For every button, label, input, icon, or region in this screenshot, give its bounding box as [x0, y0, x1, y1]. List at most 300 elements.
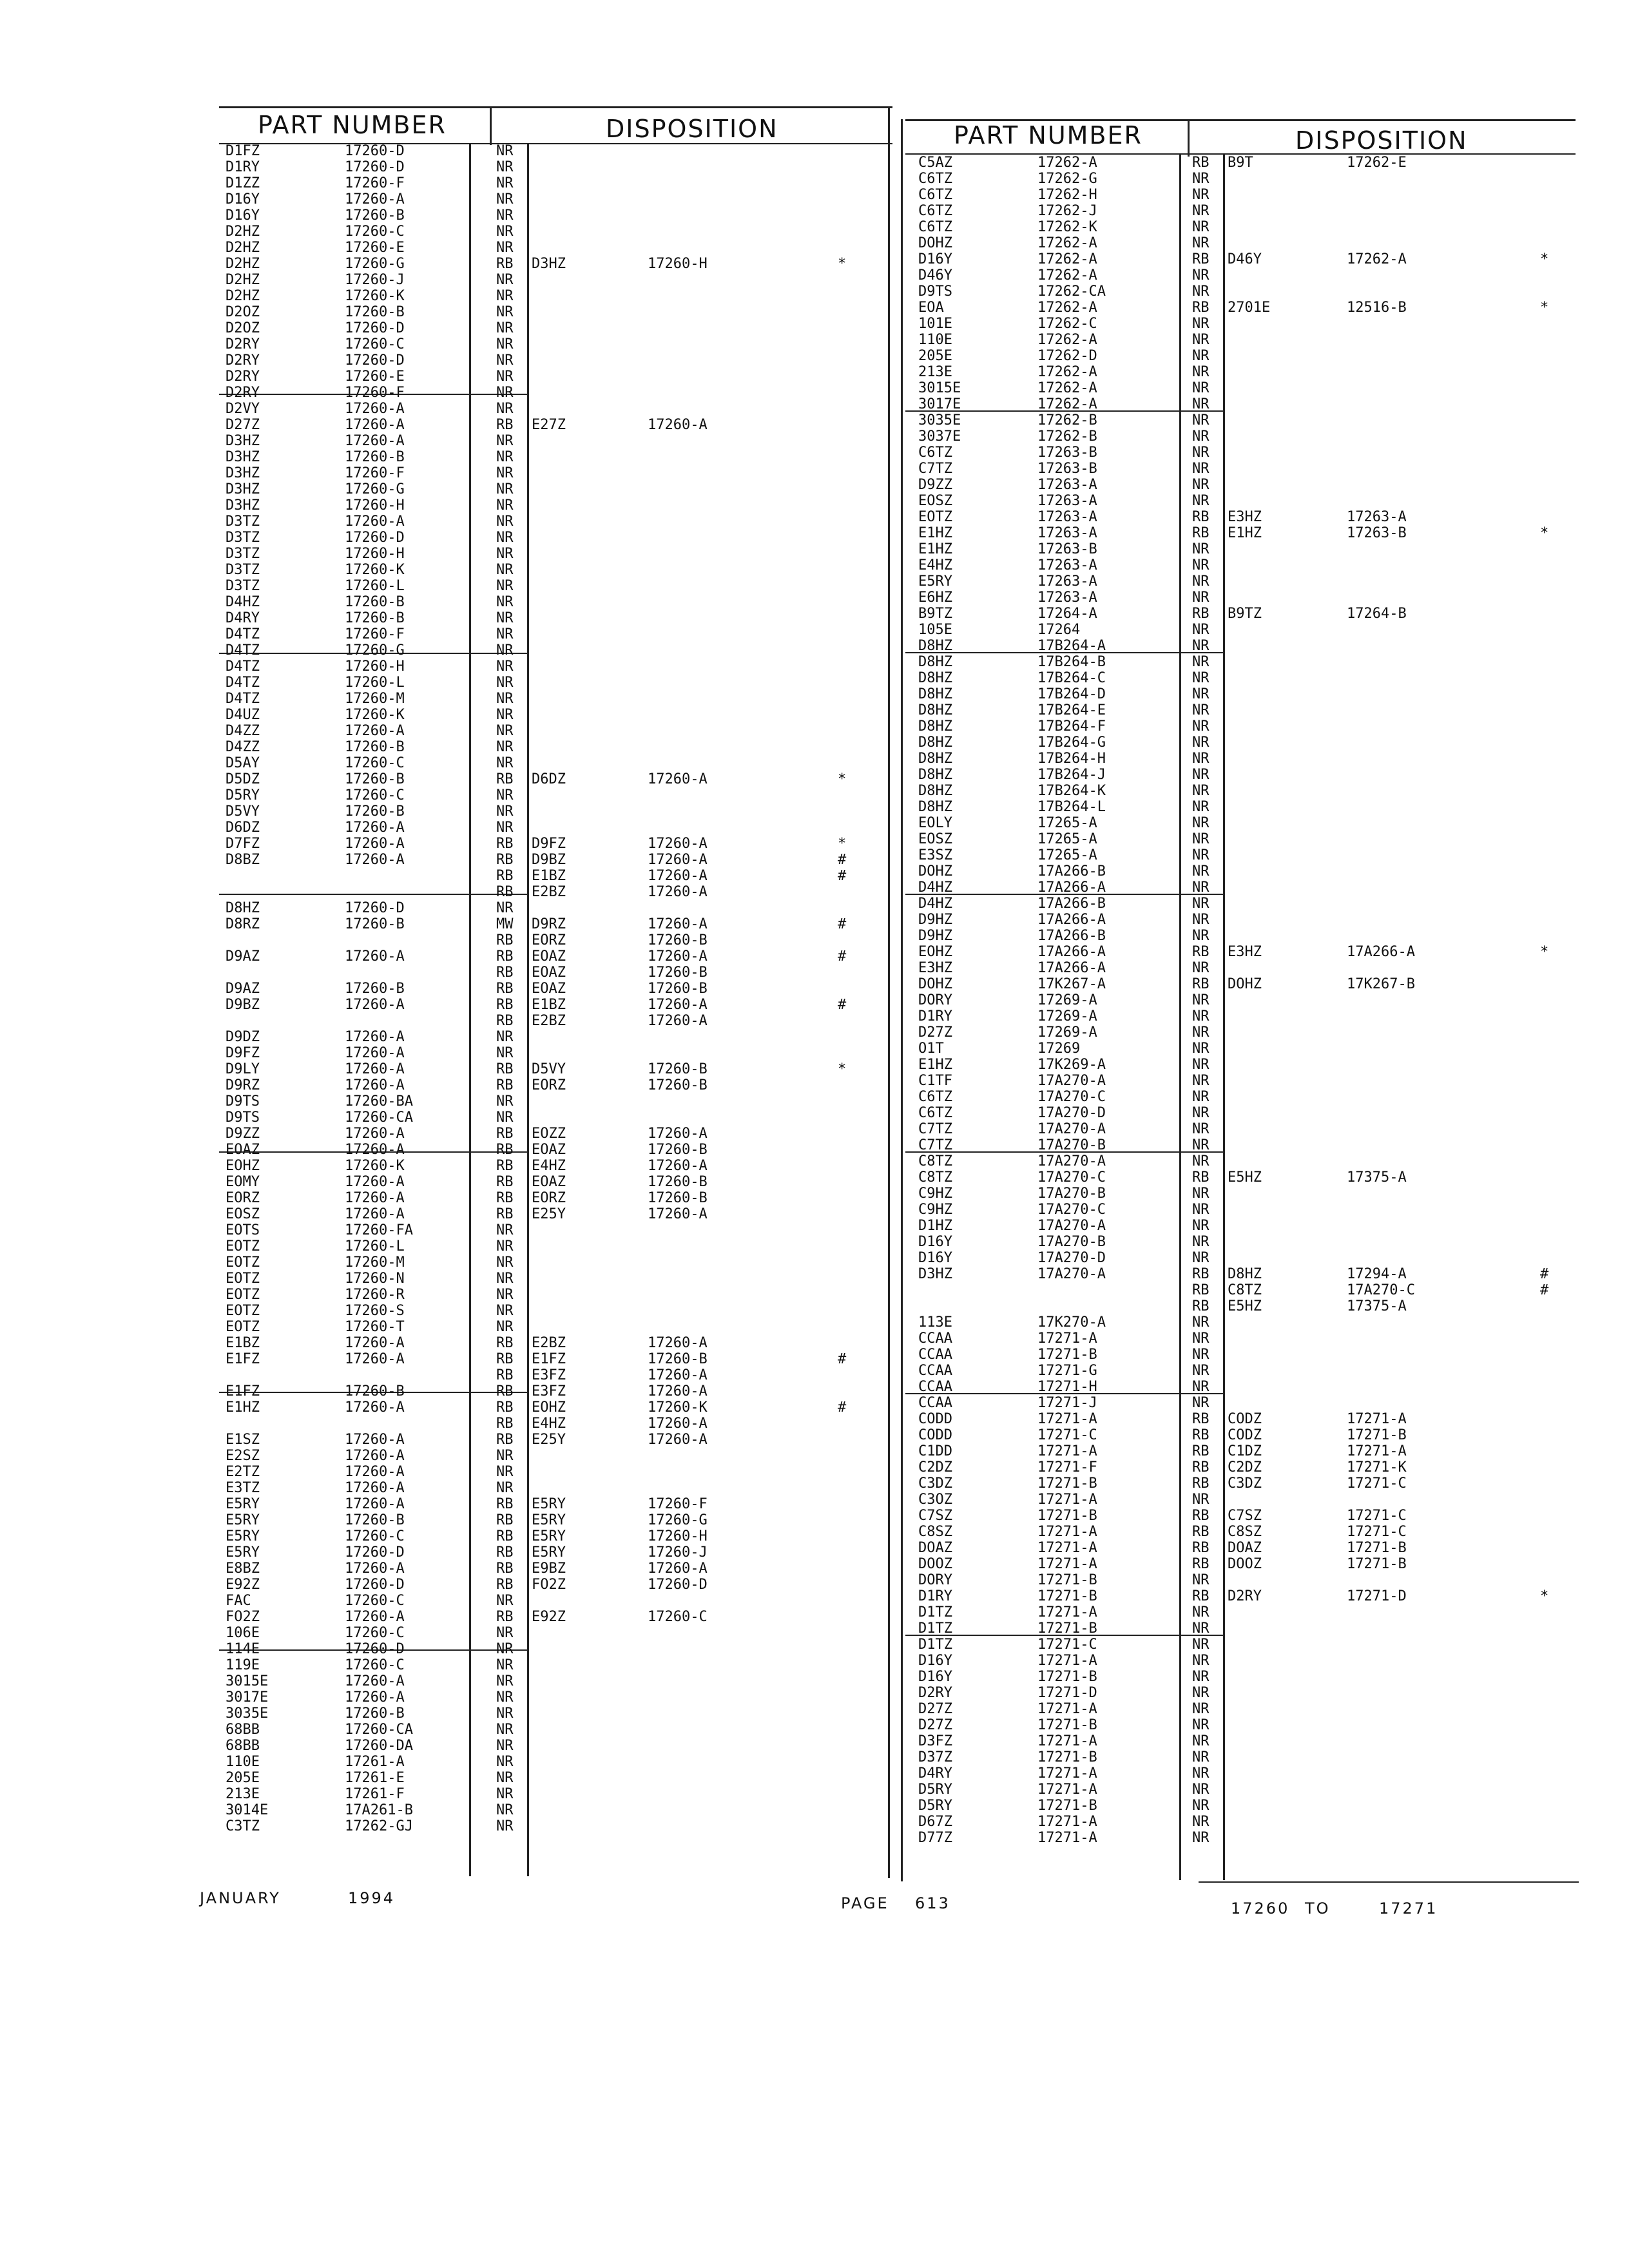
cell-code: 17260-A: [345, 191, 405, 207]
cell-part: D27Z: [918, 1717, 952, 1733]
cell-code: 17262-B: [1037, 428, 1097, 445]
cell-part: D4TZ: [226, 658, 260, 675]
cell-status: NR: [496, 336, 514, 352]
cell-part: D3TZ: [226, 514, 260, 530]
cell-code: 17260-C: [345, 1528, 405, 1544]
cell-newpart: E3FZ: [532, 1367, 566, 1383]
cell-code: 17260-K: [345, 1158, 405, 1174]
cell-code: 17271-A: [1037, 1443, 1097, 1459]
cell-code: 17B264-J: [1037, 767, 1106, 783]
cell-newcode: 17260-A: [648, 1158, 708, 1174]
cell-part: D8HZ: [918, 718, 952, 735]
cell-status: NR: [1192, 461, 1210, 477]
cell-part: 110E: [226, 1754, 260, 1770]
cell-part: D4HZ: [918, 896, 952, 912]
cell-status: NR: [496, 449, 514, 465]
cell-newpart: 2701E: [1228, 300, 1271, 316]
cell-code: 17263-A: [1037, 573, 1097, 590]
cell-part: C6TZ: [918, 445, 952, 461]
cell-status: RB: [1192, 1588, 1210, 1604]
cell-part: EOTZ: [226, 1271, 260, 1287]
cell-part: D37Z: [918, 1749, 952, 1765]
cell-part: 119E: [226, 1657, 260, 1673]
cell-status: NR: [496, 1271, 514, 1287]
cell-status: NR: [496, 1722, 514, 1738]
cell-part: C7TZ: [918, 1121, 952, 1137]
cell-mark: *: [1540, 251, 1549, 267]
cell-code: 17260-H: [345, 546, 405, 562]
footer-range-from: 17260: [1231, 1899, 1290, 1917]
cell-newcode: 17271-A: [1347, 1443, 1407, 1459]
cell-newpart: D8HZ: [1228, 1266, 1262, 1282]
cell-newpart: DOOZ: [1228, 1556, 1262, 1572]
cell-part: D1TZ: [918, 1604, 952, 1620]
cell-code: 17K267-A: [1037, 976, 1106, 992]
cell-part: DORY: [918, 992, 952, 1008]
cell-status: NR: [1192, 783, 1210, 799]
cell-code: 17260-CA: [345, 1722, 413, 1738]
cell-status: NR: [496, 1303, 514, 1319]
cell-code: 17260-D: [345, 352, 405, 369]
cell-part: D8HZ: [918, 767, 952, 783]
cell-code: 17271-C: [1037, 1427, 1097, 1443]
cell-code: 17262-CA: [1037, 284, 1106, 300]
cell-part: E1SZ: [226, 1432, 260, 1448]
cell-part: D2HZ: [226, 272, 260, 288]
cell-part: C5AZ: [918, 155, 952, 171]
cell-status: NR: [1192, 767, 1210, 783]
cell-mark: #: [838, 1399, 847, 1416]
cell-newpart: EOAZ: [532, 948, 566, 965]
cell-part: C6TZ: [918, 187, 952, 203]
cell-code: 17260-B: [345, 207, 405, 224]
cell-part: E3TZ: [226, 1480, 260, 1496]
cell-part: D77Z: [918, 1830, 952, 1846]
cell-code: 17271-B: [1037, 1620, 1097, 1637]
cell-code: 17260-L: [345, 578, 405, 594]
cell-code: 17A266-A: [1037, 879, 1106, 896]
cell-part: D9ZZ: [226, 1126, 260, 1142]
cell-code: 17262-B: [1037, 412, 1097, 428]
cell-part: E5RY: [226, 1544, 260, 1561]
cell-part: DOOZ: [918, 1556, 952, 1572]
cell-status: NR: [496, 675, 514, 691]
cell-code: 17269: [1037, 1041, 1081, 1057]
cell-status: NR: [496, 546, 514, 562]
cell-status: RB: [1192, 509, 1210, 525]
cell-status: NR: [496, 1110, 514, 1126]
cell-part: C3DZ: [918, 1475, 952, 1492]
cell-code: 17260-D: [345, 900, 405, 916]
cell-code: 17A266-B: [1037, 863, 1106, 879]
cell-code: 17271-A: [1037, 1492, 1097, 1508]
cell-newcode: 17260-B: [648, 1061, 708, 1077]
cell-newcode: 17260-B: [648, 1351, 708, 1367]
cell-status: NR: [1192, 702, 1210, 718]
cell-newpart: E3FZ: [532, 1383, 566, 1399]
cell-part: D8HZ: [918, 783, 952, 799]
cell-code: 17B264-A: [1037, 638, 1106, 654]
cell-newcode: 17260-B: [648, 932, 708, 948]
cell-part: E4HZ: [918, 557, 952, 573]
cell-code: 17B264-B: [1037, 654, 1106, 670]
cell-part: CCAA: [918, 1379, 952, 1395]
cell-newcode: 17294-A: [1347, 1266, 1407, 1282]
cell-status: NR: [1192, 1089, 1210, 1105]
cell-code: 17271-B: [1037, 1717, 1097, 1733]
cell-status: NR: [496, 530, 514, 546]
cell-status: NR: [1192, 1637, 1210, 1653]
cell-code: 17A270-B: [1037, 1186, 1106, 1202]
cell-newpart: D2RY: [1228, 1588, 1262, 1604]
cell-status: NR: [1192, 235, 1210, 251]
cell-code: 17A270-A: [1037, 1121, 1106, 1137]
cell-part: 3037E: [918, 428, 961, 445]
cell-part: D9LY: [226, 1061, 260, 1077]
cell-status: RB: [496, 1399, 514, 1416]
cell-newpart: E1BZ: [532, 997, 566, 1013]
cell-status: RB: [1192, 1459, 1210, 1475]
cell-status: NR: [1192, 1782, 1210, 1798]
footer-range-to: 17271: [1379, 1899, 1438, 1917]
cell-status: NR: [496, 514, 514, 530]
cell-newpart: EOAZ: [532, 1142, 566, 1158]
cell-newcode: 17260-A: [648, 997, 708, 1013]
cell-status: NR: [1192, 847, 1210, 863]
cell-code: 17262-H: [1037, 187, 1097, 203]
cell-status: NR: [496, 820, 514, 836]
cell-code: 17K270-A: [1037, 1314, 1106, 1331]
cell-part: EOTZ: [226, 1319, 260, 1335]
cell-part: C7TZ: [918, 461, 952, 477]
cell-status: NR: [496, 401, 514, 417]
cell-newcode: 17264-B: [1347, 606, 1407, 622]
cell-part: D2RY: [226, 369, 260, 385]
cell-part: 114E: [226, 1641, 260, 1657]
cell-part: EOHZ: [226, 1158, 260, 1174]
cell-status: NR: [496, 1464, 514, 1480]
cell-newcode: 17271-B: [1347, 1556, 1407, 1572]
cell-status: NR: [496, 1738, 514, 1754]
footer-range-to-label: TO: [1305, 1899, 1331, 1917]
cell-mark: #: [1540, 1282, 1549, 1298]
cell-status: NR: [1192, 348, 1210, 364]
cell-status: NR: [496, 578, 514, 594]
cell-code: 17A270-C: [1037, 1169, 1106, 1186]
cell-status: MW: [496, 916, 514, 932]
left-group-separator: [219, 894, 528, 895]
cell-status: NR: [496, 191, 514, 207]
cell-status: NR: [496, 465, 514, 481]
cell-part: D9AZ: [226, 981, 260, 997]
cell-status: NR: [496, 175, 514, 191]
cell-part: 3015E: [226, 1673, 269, 1689]
cell-newpart: EOAZ: [532, 981, 566, 997]
cell-status: NR: [496, 642, 514, 658]
cell-code: 17260-C: [345, 1657, 405, 1673]
cell-status: RB: [496, 965, 514, 981]
cell-part: EOTZ: [918, 509, 952, 525]
cell-status: NR: [1192, 1653, 1210, 1669]
cell-code: 17260-A: [345, 1335, 405, 1351]
cell-part: 110E: [918, 332, 952, 348]
cell-code: 17260-G: [345, 481, 405, 497]
cell-status: NR: [1192, 928, 1210, 944]
cell-status: RB: [496, 932, 514, 948]
cell-newcode: 17271-D: [1347, 1588, 1407, 1604]
cell-part: DOHZ: [918, 235, 952, 251]
cell-newcode: 17260-A: [648, 868, 708, 884]
cell-part: FO2Z: [226, 1609, 260, 1625]
cell-code: 17A266-A: [1037, 944, 1106, 960]
cell-part: D2HZ: [226, 256, 260, 272]
cell-part: C6TZ: [918, 203, 952, 219]
cell-status: NR: [1192, 879, 1210, 896]
cell-code: 17262-GJ: [345, 1818, 413, 1834]
cell-newcode: 17260-A: [648, 1432, 708, 1448]
cell-status: NR: [496, 1593, 514, 1609]
left-disposition-header: DISPOSITION: [606, 115, 778, 143]
cell-part: 68BB: [226, 1722, 260, 1738]
cell-status: NR: [496, 1754, 514, 1770]
cell-status: RB: [496, 884, 514, 900]
cell-code: 17260-E: [345, 240, 405, 256]
cell-newpart: E1FZ: [532, 1351, 566, 1367]
cell-code: 17B264-E: [1037, 702, 1106, 718]
cell-code: 17B264-K: [1037, 783, 1106, 799]
cell-part: 101E: [918, 316, 952, 332]
cell-code: 17262-A: [1037, 251, 1097, 267]
cell-newpart: D46Y: [1228, 251, 1262, 267]
cell-status: RB: [1192, 1169, 1210, 1186]
cell-status: NR: [496, 1480, 514, 1496]
cell-code: 17260-B: [345, 771, 405, 787]
cell-status: NR: [1192, 1073, 1210, 1089]
cell-status: RB: [496, 771, 514, 787]
cell-part: D1RY: [918, 1008, 952, 1024]
cell-status: NR: [1192, 1024, 1210, 1041]
cell-code: 17A270-A: [1037, 1218, 1106, 1234]
cell-code: 17260-D: [345, 159, 405, 175]
cell-code: 17B264-H: [1037, 751, 1106, 767]
cell-newcode: 17263-B: [1347, 525, 1407, 541]
cell-code: 17271-F: [1037, 1459, 1097, 1475]
cell-status: NR: [1192, 557, 1210, 573]
cell-status: NR: [1192, 863, 1210, 879]
cell-status: NR: [496, 1045, 514, 1061]
cell-status: NR: [1192, 1314, 1210, 1331]
cell-part: D1HZ: [918, 1218, 952, 1234]
cell-part: E1HZ: [226, 1399, 260, 1416]
cell-code: 17260-B: [345, 981, 405, 997]
cell-part: D5RY: [918, 1782, 952, 1798]
cell-part: C3TZ: [226, 1818, 260, 1834]
cell-part: D1RY: [226, 159, 260, 175]
cell-code: 17260-B: [345, 449, 405, 465]
cell-code: 17260-F: [345, 175, 405, 191]
cell-newpart: DOHZ: [1228, 976, 1262, 992]
cell-code: 17260-R: [345, 1287, 405, 1303]
cell-part: 68BB: [226, 1738, 260, 1754]
cell-status: RB: [496, 868, 514, 884]
cell-code: 17260-M: [345, 1254, 405, 1271]
cell-status: NR: [1192, 1041, 1210, 1057]
cell-part: D8HZ: [918, 799, 952, 815]
cell-code: 17260-B: [345, 594, 405, 610]
cell-status: RB: [1192, 944, 1210, 960]
cell-code: 17262-A: [1037, 267, 1097, 284]
cell-code: 17260-A: [345, 1351, 405, 1367]
cell-code: 17K269-A: [1037, 1057, 1106, 1073]
cell-part: EOHZ: [918, 944, 952, 960]
cell-part: D9TS: [226, 1093, 260, 1110]
cell-part: D4TZ: [226, 691, 260, 707]
cell-code: 17260-C: [345, 1625, 405, 1641]
cell-code: 17260-K: [345, 707, 405, 723]
cell-part: C1DD: [918, 1443, 952, 1459]
cell-status: RB: [1192, 1508, 1210, 1524]
cell-status: NR: [1192, 332, 1210, 348]
cell-status: NR: [496, 562, 514, 578]
cell-code: 17260-A: [345, 1190, 405, 1206]
cell-code: 17271-B: [1037, 1572, 1097, 1588]
cell-code: 17A270-A: [1037, 1153, 1106, 1169]
cell-status: RB: [1192, 525, 1210, 541]
cell-code: 17260-A: [345, 1480, 405, 1496]
cell-status: RB: [496, 1077, 514, 1093]
cell-status: RB: [496, 836, 514, 852]
cell-status: NR: [1192, 912, 1210, 928]
cell-code: 17260-D: [345, 1577, 405, 1593]
cell-status: NR: [496, 1673, 514, 1689]
cell-newpart: DOAZ: [1228, 1540, 1262, 1556]
cell-part: D16Y: [918, 1669, 952, 1685]
cell-status: NR: [1192, 428, 1210, 445]
cell-mark: *: [838, 1061, 847, 1077]
cell-code: 17A270-B: [1037, 1234, 1106, 1250]
cell-code: 17260-D: [345, 1544, 405, 1561]
cell-code: 17A270-A: [1037, 1073, 1106, 1089]
cell-part: DOHZ: [918, 976, 952, 992]
cell-part: E1HZ: [918, 541, 952, 557]
cell-part: D9AZ: [226, 948, 260, 965]
cell-status: NR: [496, 224, 514, 240]
cell-code: 17260-N: [345, 1271, 405, 1287]
cell-status: NR: [496, 626, 514, 642]
cell-newpart: E3HZ: [1228, 509, 1262, 525]
cell-mark: #: [838, 948, 847, 965]
cell-code: 17260-A: [345, 401, 405, 417]
cell-part: D3TZ: [226, 530, 260, 546]
cell-part: EORZ: [226, 1190, 260, 1206]
cell-code: 17A266-B: [1037, 928, 1106, 944]
cell-status: NR: [496, 433, 514, 449]
cell-status: NR: [1192, 1121, 1210, 1137]
cell-code: 17260-T: [345, 1319, 405, 1335]
cell-newcode: 17260-H: [648, 256, 708, 272]
cell-part: C6TZ: [918, 219, 952, 235]
cell-status: NR: [496, 739, 514, 755]
cell-status: NR: [496, 707, 514, 723]
cell-status: NR: [1192, 992, 1210, 1008]
cell-part: D2HZ: [226, 224, 260, 240]
cell-status: RB: [496, 948, 514, 965]
cell-status: NR: [496, 658, 514, 675]
cell-part: D27Z: [918, 1701, 952, 1717]
cell-status: RB: [496, 1158, 514, 1174]
cell-part: 3035E: [226, 1706, 269, 1722]
cell-part: D8HZ: [918, 638, 952, 654]
cell-part: D3FZ: [918, 1733, 952, 1749]
cell-part: D4ZZ: [226, 739, 260, 755]
cell-status: NR: [1192, 1717, 1210, 1733]
cell-status: NR: [496, 803, 514, 820]
cell-code: 17264-A: [1037, 606, 1097, 622]
cell-status: RB: [496, 1174, 514, 1190]
cell-part: EOTZ: [226, 1287, 260, 1303]
cell-newcode: 17260-B: [648, 1142, 708, 1158]
cell-code: 17271-A: [1037, 1331, 1097, 1347]
cell-part: D4RY: [226, 610, 260, 626]
cell-code: 17260-L: [345, 675, 405, 691]
cell-code: 17262-A: [1037, 300, 1097, 316]
cell-part: D8HZ: [918, 735, 952, 751]
cell-status: NR: [496, 1689, 514, 1706]
cell-code: 17260-D: [345, 143, 405, 159]
cell-status: RB: [496, 1416, 514, 1432]
cell-newpart: C7SZ: [1228, 1508, 1262, 1524]
cell-status: NR: [496, 304, 514, 320]
cell-status: NR: [496, 320, 514, 336]
cell-status: NR: [1192, 654, 1210, 670]
cell-part: D67Z: [918, 1814, 952, 1830]
cell-newcode: 17260-A: [648, 1367, 708, 1383]
cell-code: 17262-J: [1037, 203, 1097, 219]
cell-part: D8HZ: [918, 670, 952, 686]
cell-status: NR: [1192, 1202, 1210, 1218]
cell-status: NR: [496, 1641, 514, 1657]
cell-code: 17260-A: [345, 1029, 405, 1045]
cell-status: NR: [1192, 203, 1210, 219]
cell-status: NR: [1192, 735, 1210, 751]
cell-newcode: 17260-K: [648, 1399, 708, 1416]
cell-status: NR: [1192, 590, 1210, 606]
left-code-divider: [469, 143, 471, 1876]
cell-status: NR: [1192, 1701, 1210, 1717]
cell-code: 17271-B: [1037, 1798, 1097, 1814]
cell-status: NR: [496, 1657, 514, 1673]
cell-mark: *: [838, 836, 847, 852]
cell-status: NR: [1192, 380, 1210, 396]
cell-code: 17B264-D: [1037, 686, 1106, 702]
cell-part: CCAA: [918, 1347, 952, 1363]
cell-code: 17261-E: [345, 1770, 405, 1786]
cell-code: 17262-A: [1037, 332, 1097, 348]
cell-part: D8HZ: [226, 900, 260, 916]
cell-status: NR: [496, 1786, 514, 1802]
cell-newcode: 17260-A: [648, 1561, 708, 1577]
cell-status: NR: [1192, 831, 1210, 847]
cell-status: RB: [1192, 1443, 1210, 1459]
cell-code: 17260-FA: [345, 1222, 413, 1238]
cell-status: NR: [1192, 622, 1210, 638]
cell-newcode: 17271-C: [1347, 1475, 1407, 1492]
cell-part: D2RY: [226, 352, 260, 369]
cell-part: D5AY: [226, 755, 260, 771]
cell-part: EOSZ: [918, 493, 952, 509]
cell-part: E8BZ: [226, 1561, 260, 1577]
cell-status: RB: [496, 1561, 514, 1577]
